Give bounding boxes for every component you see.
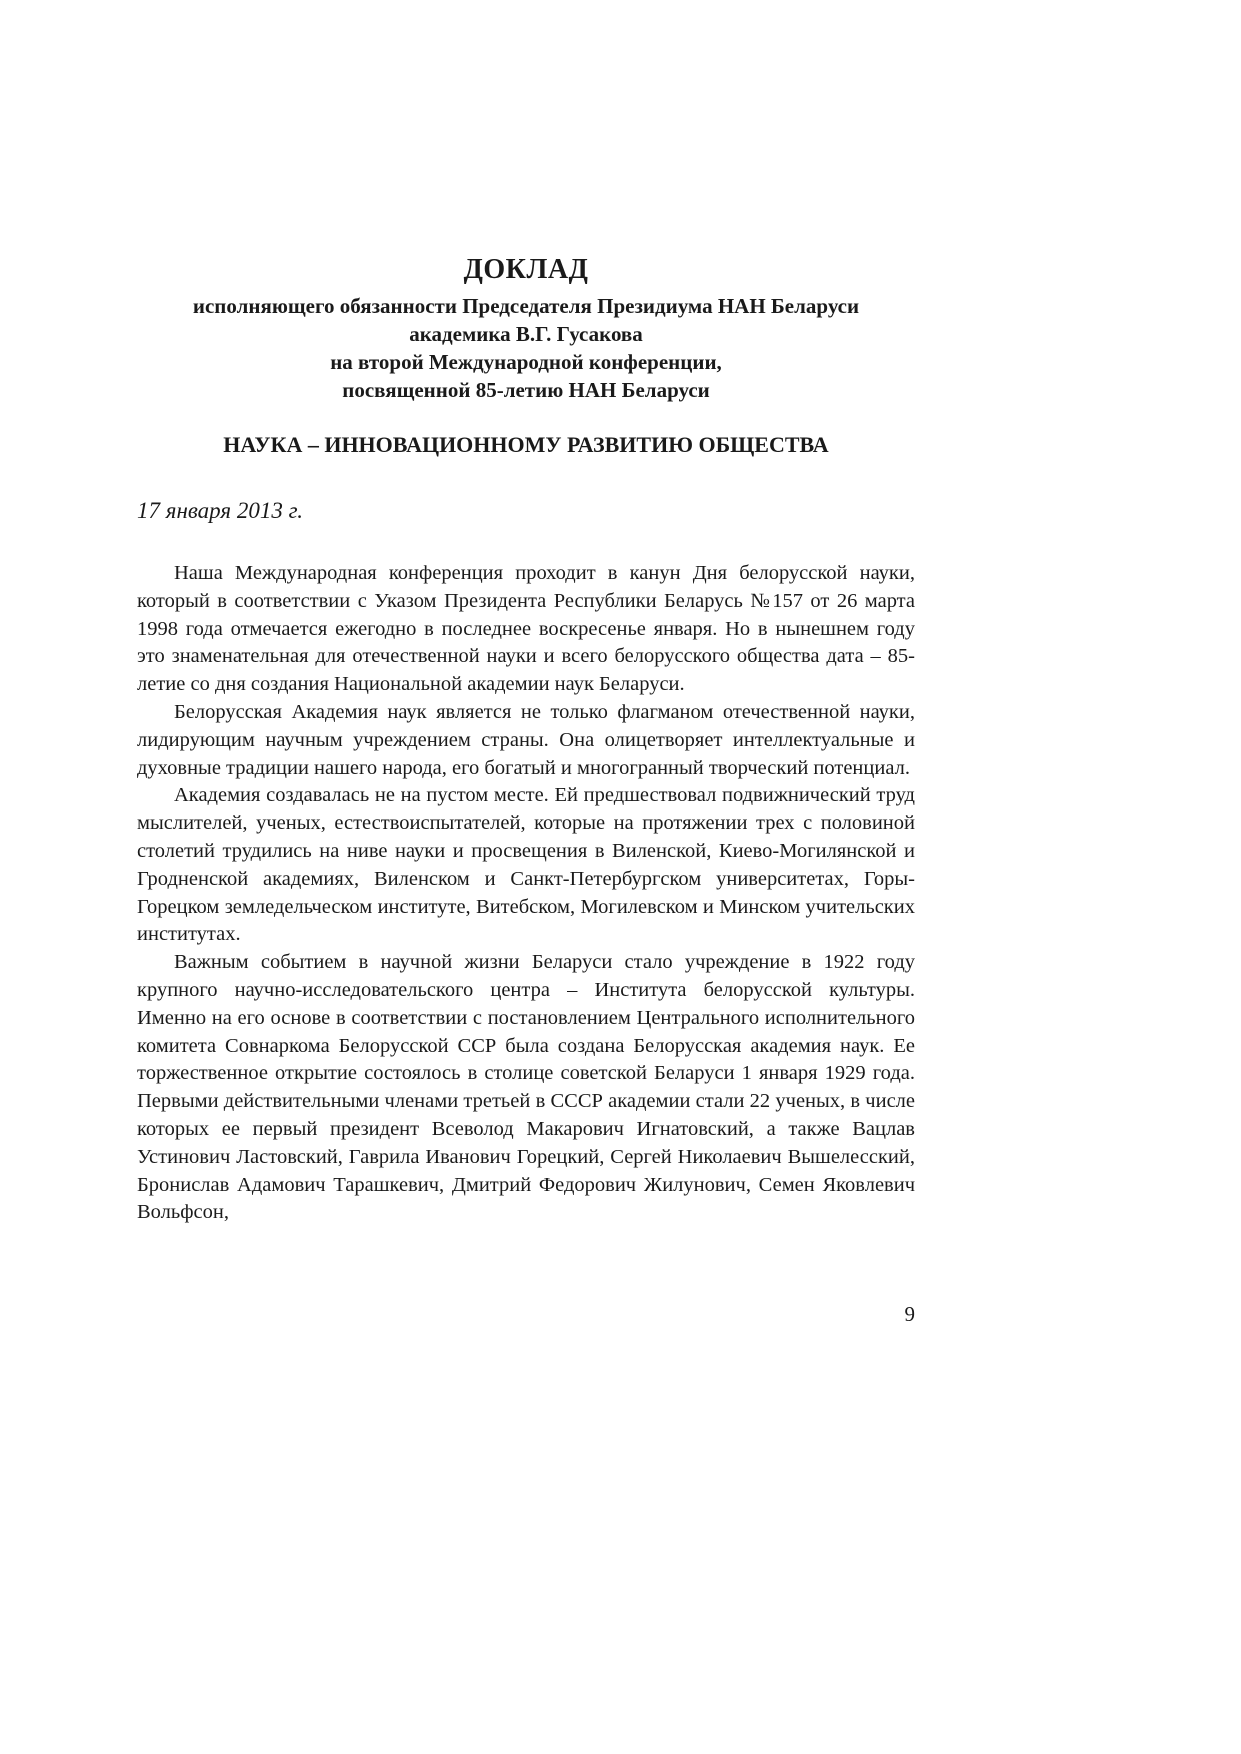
paragraph: Белорусская Академия наук является не только флагманом отечественной науки, лидирующим научным учреждением страны. Она олицетворяет интеллектуальные и духовные традиции нашего народа, его богатый и многогранный творческий потенциал. [137, 700, 915, 779]
page-number: 9 [904, 1302, 915, 1326]
paragraph: Академия создавалась не на пустом месте. Ей предшествовал подвижнический труд мыслителей, ученых, естествоиспытателей, которые на протяжении трех с половиной столетий трудились на ниве науки и просвещения в Виленской, Киево-Могилянской и Гродненской академиях, Виленском и Санкт-Петербургском университетах, Горы-Горецком земледельческом институте, Витебском, Могилевском и Минском учительских институтах. [137, 784, 915, 946]
subtitle-line: на второй Международной конференции, [330, 350, 722, 374]
report-date: 17 января 2013 г. [137, 498, 303, 523]
subtitle-line: академика В.Г. Гусакова [409, 322, 643, 346]
report-theme: НАУКА – ИННОВАЦИОННОМУ РАЗВИТИЮ ОБЩЕСТВА [223, 432, 829, 457]
subtitle-line: посвященной 85-летию НАН Беларуси [342, 378, 710, 402]
body-text [137, 560, 915, 1227]
subtitle-line: исполняющего обязанности Председателя Президиума НАН Беларуси [192, 294, 860, 318]
paragraph: Важным событием в научной жизни Беларуси стало учреждение в 1922 году крупного научно-исследовательского центра – Института белорусской культуры. Именно на его основе в соответствии с постановлением Центрального исполнительного комитета Совнаркома Белорусской ССР была создана Белорусская академия наук. Ее торжественное открытие состоялось в столице советской Беларуси 1 января 1929 года. Первыми действительными членами третьей в СССР академии стали 22 ученых, в числе которых ее первый президент Всеволод Макарович Игнатовский, а также Вацлав Устинович Ластовский, Гаврила Иванович Горецкий, Сергей Николаевич Вышелесский, Бронислав Адамович Тарашкевич, Дмитрий Федорович Жилунович, Семен Яковлевич Вольфсон, [137, 951, 915, 1224]
report-heading [135, 252, 917, 404]
paragraph: Наша Международная конференция проходит в канун Дня белорусской науки, который в соответствии с Указом Президента Республики Беларусь №157 от 26 марта 1998 года отмечается ежегодно в последнее воскресенье января. Но в нынешнем году это знаменательная для отечественной науки и всего белорусского общества дата – 85-летие со дня создания Национальной академии наук Беларуси. [137, 562, 915, 696]
document-title: ДОКЛАД [463, 254, 589, 285]
